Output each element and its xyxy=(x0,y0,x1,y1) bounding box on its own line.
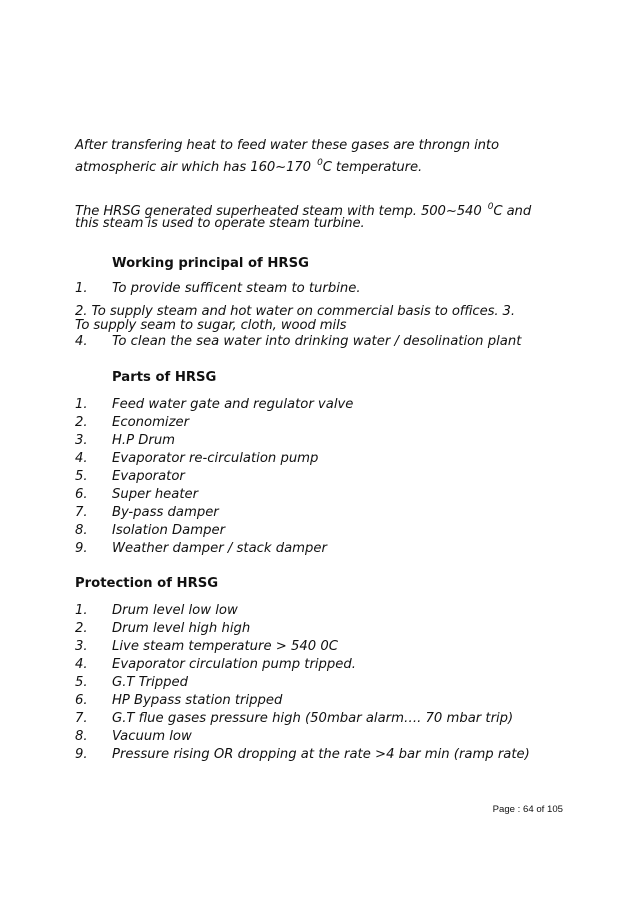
item-number: 4. xyxy=(75,334,88,349)
item-text: To clean the sea water into drinking water / desolination plant xyxy=(112,334,522,349)
item-number: 7. xyxy=(75,711,88,726)
item-text: Live steam temperature > 540 0C xyxy=(112,639,338,654)
text-span: atmospheric air which has 160~170 xyxy=(75,160,316,175)
item-number: 2. xyxy=(75,621,88,636)
item-text: Evaporator circulation pump tripped. xyxy=(112,657,356,672)
item-text: Feed water gate and regulator valve xyxy=(112,397,354,412)
item-text: By-pass damper xyxy=(112,505,219,520)
paragraph-gases-line2 xyxy=(75,160,565,177)
item-text: Drum level high high xyxy=(112,621,251,636)
item-text: HP Bypass station tripped xyxy=(112,693,283,708)
item-text: Evaporator xyxy=(112,469,185,484)
text-span: The HRSG generated superheated steam with temp. 500~540 xyxy=(75,204,486,219)
paragraph-gases-line1: After transfering heat to feed water these gases are throngn into xyxy=(75,138,499,153)
item-number: 4. xyxy=(75,657,88,672)
item-number: 4. xyxy=(75,451,88,466)
item-number: 3. xyxy=(75,639,88,654)
item-text: Pressure rising OR dropping at the rate >4 bar min (ramp rate) xyxy=(112,747,530,762)
item-number: 1. xyxy=(75,397,88,412)
item-number: 1. xyxy=(75,603,88,618)
item-number: 2. xyxy=(75,415,88,430)
item-text: Weather damper / stack damper xyxy=(112,541,327,556)
item-text: Vacuum low xyxy=(112,729,192,744)
item-number: 7. xyxy=(75,505,88,520)
text-span: C and xyxy=(493,204,532,219)
item-number: 5. xyxy=(75,675,88,690)
item-text: Isolation Damper xyxy=(112,523,226,538)
item-text: Drum level low low xyxy=(112,603,238,618)
working-item2-line1: 2. To supply steam and hot water on commercial basis to offices. 3. xyxy=(75,304,515,319)
item-number: 6. xyxy=(75,487,88,502)
page-number: Page : 64 of 105 xyxy=(492,804,563,815)
degree-superscript: 0 xyxy=(487,202,494,212)
item-text: Economizer xyxy=(112,415,190,430)
item-text: G.T flue gases pressure high (50mbar alarm…. 70 mbar trip) xyxy=(112,711,514,726)
item-number: 8. xyxy=(75,729,88,744)
working-item2-line2: To supply seam to sugar, cloth, wood mils xyxy=(75,318,347,333)
item-number: 9. xyxy=(75,747,88,762)
protection-heading: Protection of HRSG xyxy=(75,576,219,591)
item-text: H.P Drum xyxy=(112,433,176,448)
item-number: 3. xyxy=(75,433,88,448)
working-heading: Working principal of HRSG xyxy=(112,256,309,271)
paragraph-steam-line2: this steam is used to operate steam turbine. xyxy=(75,216,365,231)
item-number: 6. xyxy=(75,693,88,708)
item-text: Super heater xyxy=(112,487,199,502)
item-number: 1. xyxy=(75,281,88,296)
parts-heading: Parts of HRSG xyxy=(112,370,217,385)
text-span: C temperature. xyxy=(322,160,423,175)
item-text: Evaporator re-circulation pump xyxy=(112,451,319,466)
item-text: G.T Tripped xyxy=(112,675,189,690)
item-number: 8. xyxy=(75,523,88,538)
item-text: To provide sufficent steam to turbine. xyxy=(112,281,361,296)
item-number: 5. xyxy=(75,469,88,484)
item-number: 9. xyxy=(75,541,88,556)
degree-superscript: 0 xyxy=(317,158,323,168)
